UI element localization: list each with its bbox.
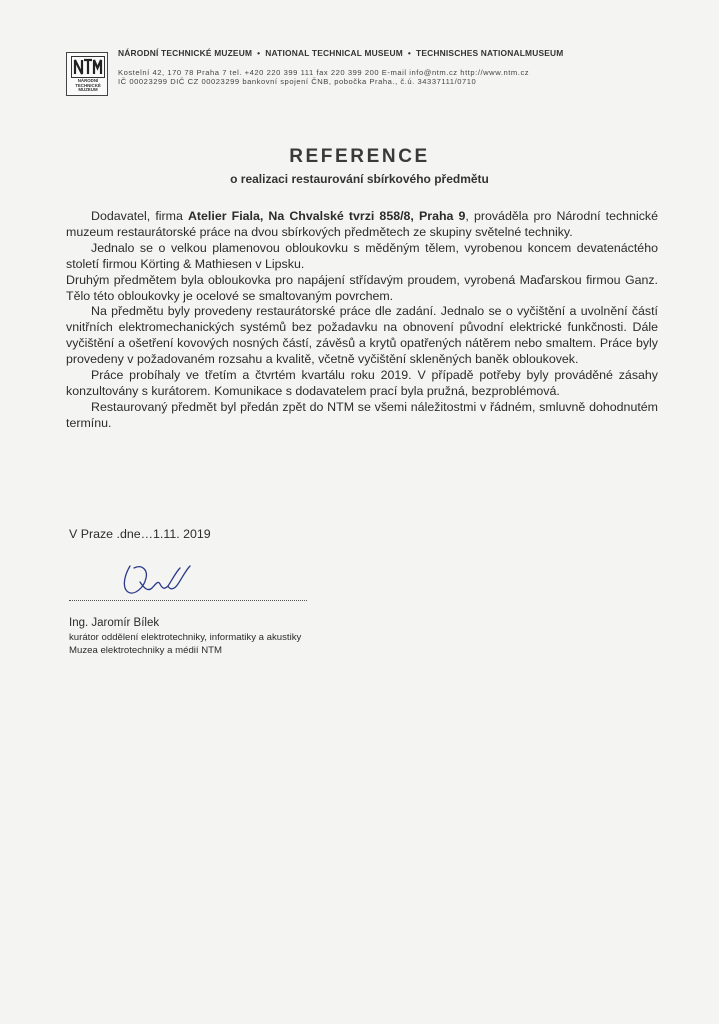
logo-text-line: NÁRODNÍ bbox=[77, 78, 99, 83]
date-line: V Praze .dne…1.11. 2019 bbox=[69, 527, 211, 541]
signatory-department: Muzea elektrotechniky a médií NTM bbox=[69, 645, 223, 656]
separator-dot: • bbox=[257, 48, 261, 58]
paragraph-object-1: Jednalo se o velkou plamenovou obloukovku s měděným tělem, vyrobenou koncem devatenáctého století firmou Körting & Mathiesen v Lipsku. bbox=[66, 240, 658, 271]
logo-text-line: MUZEUM bbox=[78, 87, 98, 92]
signatory-name: Ing. Jaromír Bílek bbox=[69, 617, 160, 629]
text-run: Dodavatel, firma bbox=[91, 209, 188, 223]
logo-text-line: TECHNICKÉ bbox=[75, 82, 101, 88]
document-subtitle: o realizaci restaurování sbírkového předmětu bbox=[230, 172, 489, 186]
ntm-logo bbox=[66, 52, 108, 96]
paragraph-handover: Restaurovaný předmět byl předán zpět do NTM se všemi náležitostmi v řádném, smluvně dohodnutém termínu. bbox=[66, 399, 658, 430]
paragraph-timeline: Práce probíhaly ve třetím a čtvrtém kvartálu roku 2019. V případě potřeby byly prováděné zásahy konzultovány s kurátorem. Komunikace s dodavatelem prací byla pružná, bezproblémová. bbox=[66, 368, 658, 398]
text-run: , prováděla pro Národní technické muzeum restaurátorské práce na dvou sbírkových předmětech ze skupiny světelné techniky. bbox=[66, 209, 658, 239]
ntm-logo-icon bbox=[71, 56, 105, 78]
signatory-role: kurátor oddělení elektrotechniky, informatiky a akustiky bbox=[69, 632, 302, 643]
supplier-name: Atelier Fiala, Na Chvalské tvrzi 858/8, Praha 9 bbox=[187, 209, 466, 223]
institution-name bbox=[118, 48, 563, 58]
paragraph-supplier bbox=[66, 209, 658, 241]
signature-line bbox=[69, 600, 307, 601]
document-title: REFERENCE bbox=[289, 146, 430, 167]
institution-name-en: NATIONAL TECHNICAL MUSEUM bbox=[265, 48, 403, 58]
letter-body bbox=[66, 209, 658, 432]
registration-bank-line: IČ 00023299 DIČ CZ 00023299 bankovní spojení ČNB, pobočka Praha., č.ú. 34337111/0710 bbox=[118, 77, 477, 86]
handwritten-signature bbox=[118, 558, 208, 602]
paragraph-work: Na předmětu byly provedeny restaurátorské práce dle zadání. Jednalo se o vyčištění a uvolnění částí vnitřních elektromechanických systémů bez požadavku na obnovení původní elektrické funkčnosti. Dále vyčištění a ošetření kovových nosných částí, závěsů a krytů opatřených nátěrem nebo smaltem. Práce byly provedeny v požadovaném rozsahu a kvalitě, včetně vyčištění skleněných baněk obloukovek. bbox=[66, 304, 658, 367]
paragraph-object-2: Druhým předmětem byla obloukovka pro napájení střídavým proudem, vyrobená Maďarskou firmou Ganz. Tělo této obloukovky je ocelové se smaltovaným povrchem. bbox=[66, 272, 658, 303]
institution-name-cz: NÁRODNÍ TECHNICKÉ MUZEUM bbox=[118, 48, 253, 58]
institution-name-de: TECHNISCHES NATIONALMUSEUM bbox=[416, 48, 564, 58]
separator-dot: • bbox=[407, 48, 412, 58]
contact-address-line: Kostelní 42, 170 78 Praha 7 tel. +420 220 399 111 fax 220 399 200 E-mail info@ntm.cz http://www.ntm.cz bbox=[118, 68, 530, 77]
